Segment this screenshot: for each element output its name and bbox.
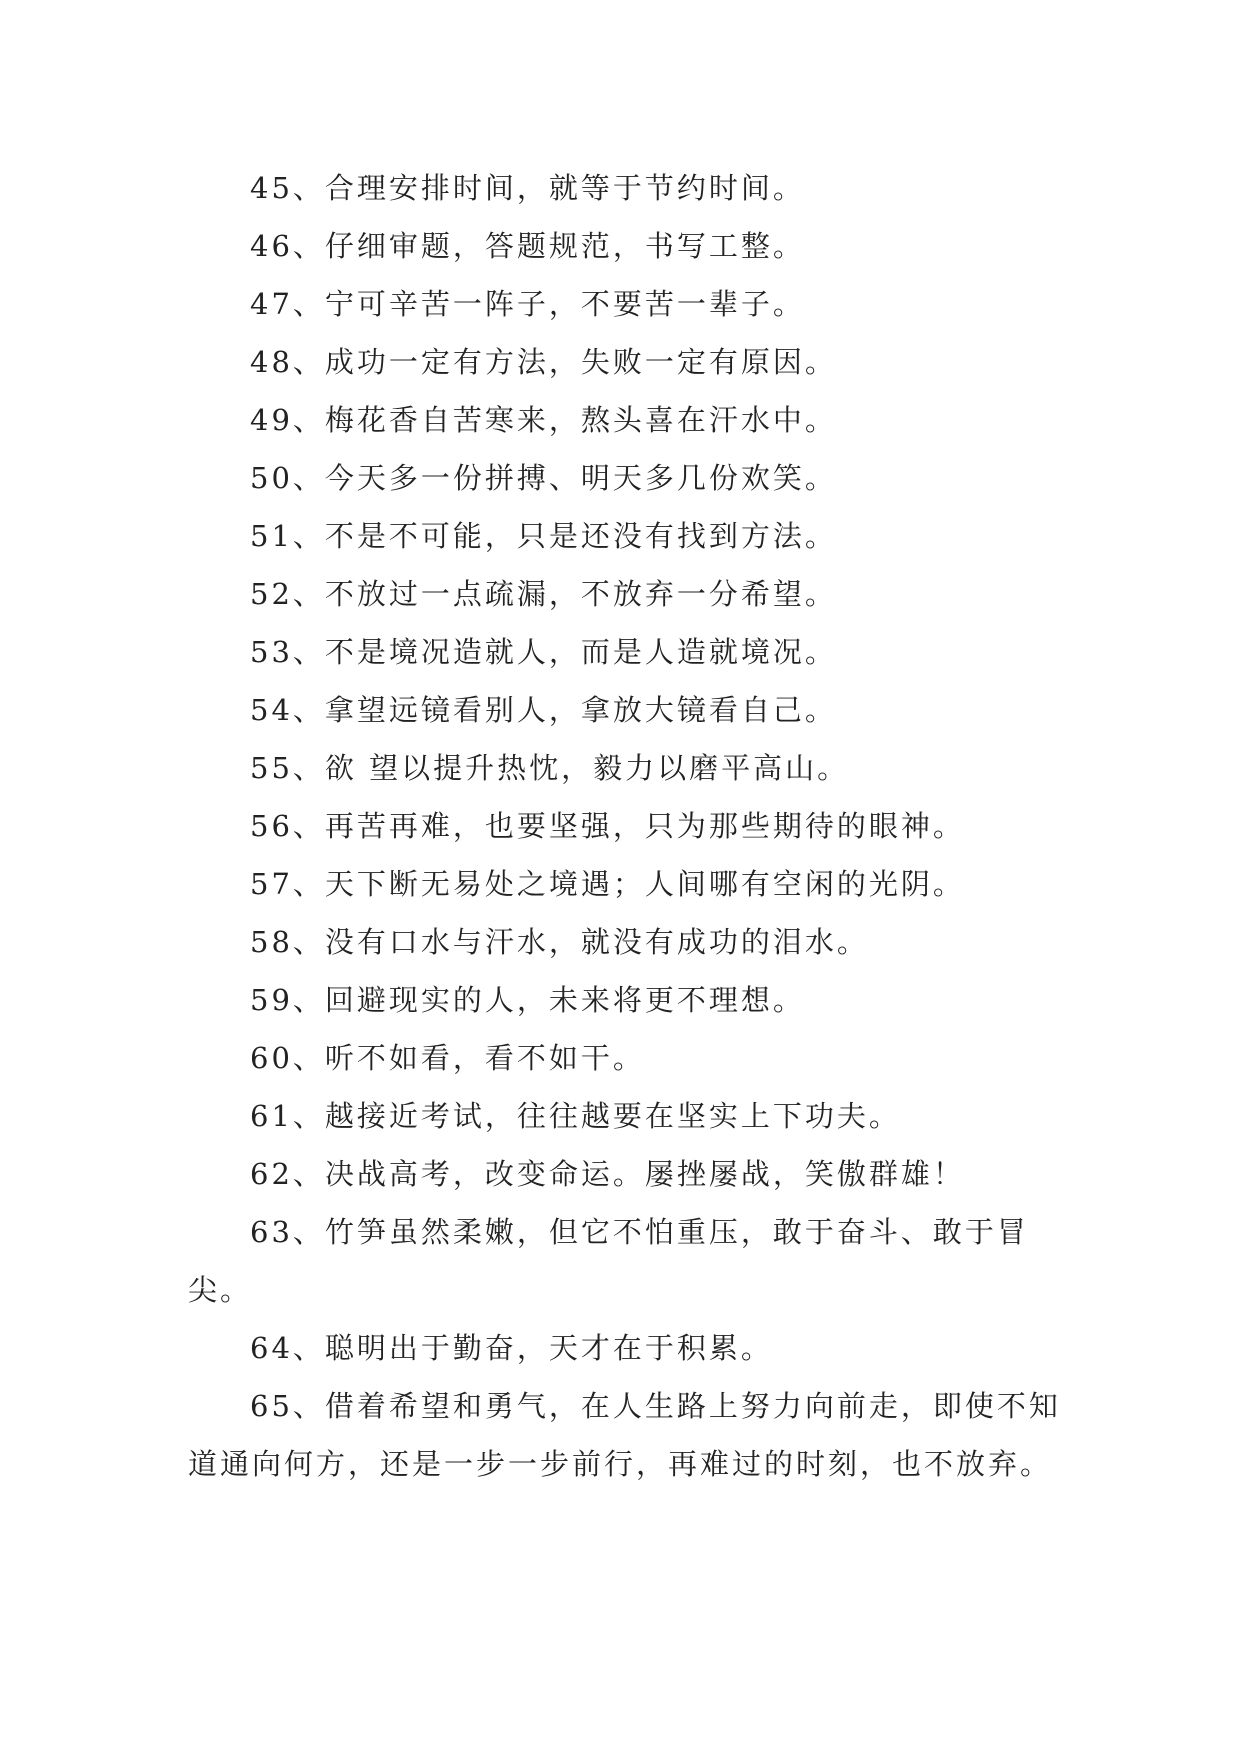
list-item: 53、不是境况造就人，而是人造就境况。 bbox=[250, 635, 837, 669]
list-item: 64、聪明出于勤奋，天才在于积累。 bbox=[250, 1331, 773, 1365]
list-item: 59、回避现实的人，未来将更不理想。 bbox=[250, 983, 805, 1017]
list-item: 60、听不如看，看不如干。 bbox=[250, 1041, 645, 1075]
list-item: 48、成功一定有方法，失败一定有原因。 bbox=[250, 345, 837, 379]
list-item: 52、不放过一点疏漏，不放弃一分希望。 bbox=[250, 577, 837, 611]
list-item: 47、宁可辛苦一阵子，不要苦一辈子。 bbox=[250, 287, 805, 321]
list-item: 57、天下断无易处之境遇；人间哪有空闲的光阴。 bbox=[250, 867, 965, 901]
list-item: 62、决战高考，改变命运。屡挫屡战，笑傲群雄！ bbox=[250, 1157, 965, 1191]
list-item: 65、借着希望和勇气，在人生路上努力向前走，即使不知道通向何方，还是一步一步前行，再难过的时刻，也不放弃。 bbox=[188, 1389, 1061, 1481]
quote-list bbox=[188, 159, 1068, 1493]
list-item: 63、竹笋虽然柔嫩，但它不怕重压，敢于奋斗、敢于冒尖。 bbox=[188, 1215, 1029, 1307]
list-item: 46、仔细审题，答题规范，书写工整。 bbox=[250, 229, 805, 263]
list-item: 50、今天多一份拼搏、明天多几份欢笑。 bbox=[250, 461, 837, 495]
list-item: 55、欲 望以提升热忱，毅力以磨平高山。 bbox=[250, 751, 850, 785]
list-item: 49、梅花香自苦寒来，熬头喜在汗水中。 bbox=[250, 403, 837, 437]
list-item: 45、合理安排时间，就等于节约时间。 bbox=[250, 171, 805, 205]
list-item: 61、越接近考试，往往越要在坚实上下功夫。 bbox=[250, 1099, 901, 1133]
list-item: 51、不是不可能，只是还没有找到方法。 bbox=[250, 519, 837, 553]
list-item: 56、再苦再难，也要坚强，只为那些期待的眼神。 bbox=[250, 809, 965, 843]
list-item: 54、拿望远镜看别人，拿放大镜看自己。 bbox=[250, 693, 837, 727]
list-item: 58、没有口水与汗水，就没有成功的泪水。 bbox=[250, 925, 869, 959]
